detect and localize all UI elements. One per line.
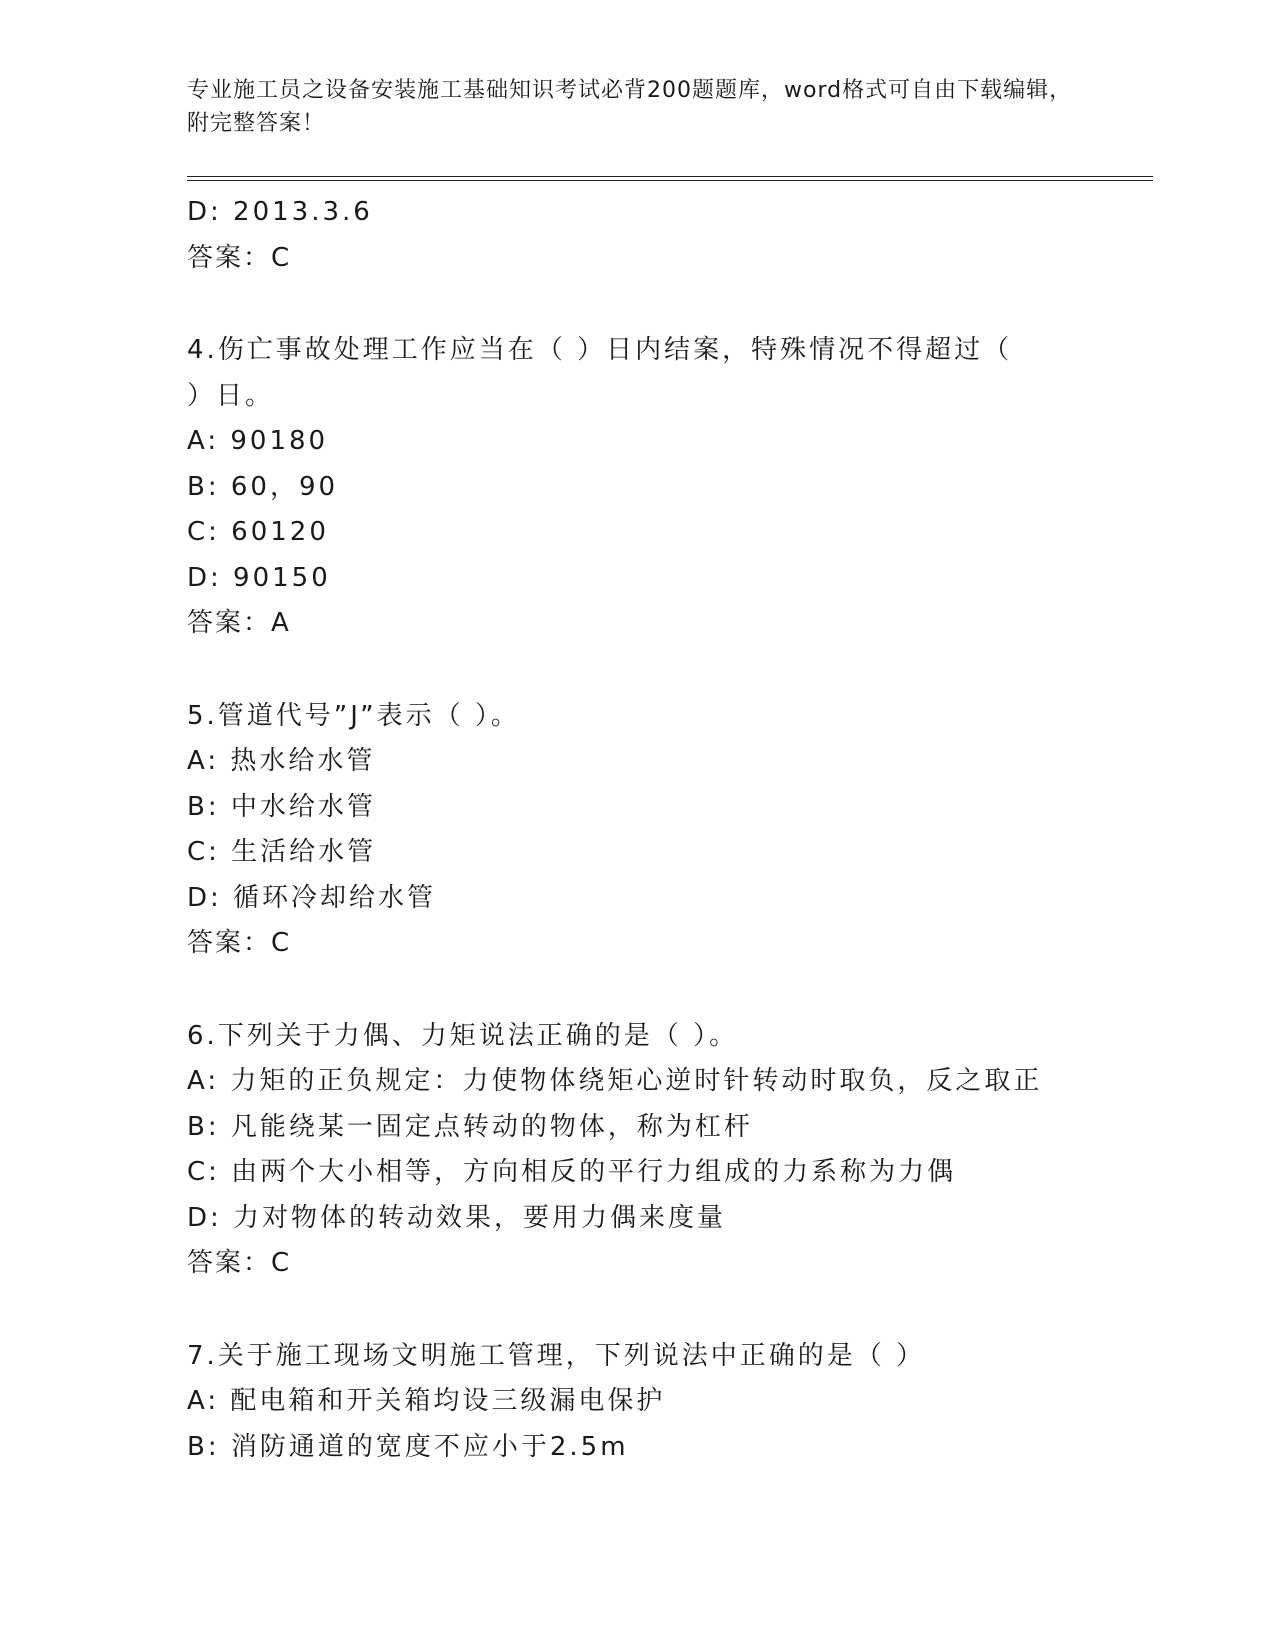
option-c: C: 60120	[187, 517, 329, 547]
option-b: B: 中水给水管	[187, 791, 376, 822]
question-stem: 6.下列关于力偶、力矩说法正确的是（ ）。	[187, 1020, 739, 1051]
option-b: B: 凡能绕某一固定点转动的物体，称为杠杆	[187, 1111, 753, 1142]
option-a: A: 90180	[187, 426, 329, 456]
document-header: 专业施工员之设备安装施工基础知识考试必背200题题库，word格式可自由下载编辑，附完整答案！	[187, 78, 1073, 136]
question-3-tail	[187, 190, 1067, 281]
question-6	[187, 1014, 1067, 1287]
option-b: B: 60，90	[187, 471, 339, 502]
answer: 答案：C	[187, 928, 292, 958]
option-c: C: 由两个大小相等，方向相反的平行力组成的力系称为力偶	[187, 1157, 957, 1187]
option-b: B: 消防通道的宽度不应小于2.5m	[187, 1431, 629, 1462]
header-divider	[187, 176, 1153, 181]
option-d: D: 2013.3.6	[187, 197, 373, 227]
answer: 答案：A	[187, 608, 291, 638]
question-4	[187, 328, 1067, 647]
option-a: A: 热水给水管	[187, 746, 376, 776]
option-d: D: 90150	[187, 562, 331, 593]
answer: 答案：C	[187, 1248, 292, 1278]
question-stem: 4.伤亡事故处理工作应当在（ ）日内结案，特殊情况不得超过（ ）日。	[187, 335, 1013, 411]
option-d: D: 力对物体的转动效果，要用力偶来度量	[187, 1202, 727, 1233]
option-d: D: 循环冷却给水管	[187, 882, 437, 913]
answer: 答案：C	[187, 242, 292, 273]
option-a: A: 力矩的正负规定：力使物体绕矩心逆时针转动时取负，反之取正	[187, 1066, 1043, 1096]
document-body	[187, 190, 1067, 1470]
question-stem: 7.关于施工现场文明施工管理，下列说法中正确的是（ ）	[187, 1340, 926, 1371]
option-a: A: 配电箱和开关箱均设三级漏电保护	[187, 1386, 666, 1416]
question-5	[187, 694, 1067, 967]
question-stem: 5.管道代号”J”表示（ ）。	[187, 700, 520, 731]
option-c: C: 生活给水管	[187, 837, 377, 867]
question-7	[187, 1334, 1067, 1471]
